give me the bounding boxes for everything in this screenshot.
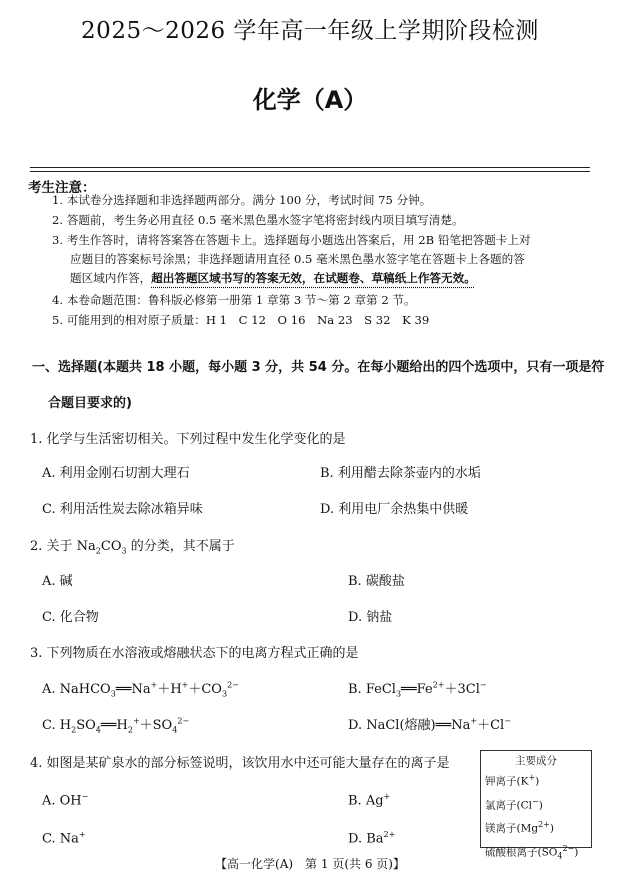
mineral-row-sub: 4 (557, 851, 563, 861)
notice-item-3: 3. 考生作答时，请将答案答在答题卡上。选择题每小题选出答案后，用 2B 铅笔把答题卡上对 (52, 233, 531, 247)
mineral-row-text: 氯离子(Cl (485, 799, 532, 811)
q2-stem-mid: CO (100, 539, 122, 554)
exam-header-title: 2025～2026 学年高一年级上学期阶段检测 (81, 18, 539, 44)
mineral-row-sup: 2− (562, 843, 575, 853)
exam-subject-title: 化学（A） (252, 86, 368, 114)
notice-item-5: 5. 可能用到的相对原子质量：H 1 C 12 O 16 Na 23 S 32 K 39 (52, 313, 430, 327)
q4-c-sup: + (78, 830, 86, 839)
notice-item-4: 4. 本卷命题范围：鲁科版必修第一册第 1 章第 3 节～第 2 章第 2 节。 (52, 293, 416, 307)
question-1-option-b: B. 利用醋去除茶壶内的水垢 (320, 466, 481, 481)
top-rule (30, 167, 590, 168)
question-3-option-a: A. $NaHCO_3══Na^++H^++CO_3^{2-}$ (42, 680, 239, 699)
notice-item-3-cont: 应题目的答案标号涂黑；非选择题请用直径 0.5 毫米黑色墨水签字笔在答题卡上各题的答 (70, 252, 525, 266)
q2-stem-pre: 2. 关于 Na (30, 539, 96, 554)
notice-item-3-end-plain: 题区域内作答， (70, 271, 152, 285)
question-2-option-d: D. 钠盐 (348, 610, 393, 625)
q4-a-sup: − (81, 792, 89, 801)
q4-c-text: C. Na (42, 831, 79, 847)
question-1-option-d: D. 利用电厂余热集中供暖 (320, 502, 469, 517)
question-1-stem: 1. 化学与生活密切相关。下列过程中发生化学变化的是 (30, 432, 346, 447)
mineral-label-box (480, 750, 592, 861)
mineral-row-text: 硫酸根离子(SO (485, 846, 558, 858)
question-3-option-d: D. NaCl(熔融)══Na+＋Cl− (348, 716, 511, 733)
question-1-option-a: A. 利用金刚石切割大理石 (42, 466, 190, 481)
question-3-option-c: C. $H_2SO_4══H_2^++SO_4^{2-}$ (42, 716, 190, 735)
question-1-option-c: C. 利用活性炭去除冰箱异味 (42, 502, 203, 517)
question-3-option-b: B. $FeCl_3══Fe^{2+}+3Cl^-$ (348, 680, 487, 699)
q4-d-sup: 2+ (383, 830, 396, 839)
q4-a-text: A. OH (42, 793, 82, 809)
question-2-option-c: C. 化合物 (42, 610, 99, 625)
mineral-row-text: 镁离子(Mg (485, 822, 539, 835)
q2-stem-sub2: 3 (121, 546, 127, 556)
mineral-row-sup: + (528, 773, 536, 782)
q4-b-sup: + (383, 792, 391, 801)
notice-warning-emphasis: 超出答题区域书写的答案无效，在试题卷、草稿纸上作答无效。 (151, 271, 476, 285)
question-3-stem: 3. 下列物质在水溶液或熔融状态下的电离方程式正确的是 (30, 646, 359, 661)
mineral-row (481, 768, 591, 792)
mineral-row-close: ) (574, 846, 579, 858)
question-2-option-b: B. 碳酸盐 (348, 574, 405, 589)
mineral-row-close: ) (538, 799, 543, 811)
notice-title: 考生注意： (28, 180, 96, 196)
mineral-label-title: 主要成分 (515, 755, 557, 767)
mineral-row-sup: 2+ (538, 820, 550, 829)
q4-d-text: D. Ba (348, 831, 384, 847)
section-title-line2: 合题目要求的) (48, 396, 132, 411)
q4-b-text: B. Ag (348, 793, 384, 809)
mineral-row-close: ) (549, 822, 554, 835)
mineral-row-sup: − (532, 796, 539, 806)
q2-stem-sub1: 2 (95, 546, 101, 556)
question-4-option-d (348, 830, 395, 846)
q2-stem-post: 的分类，其不属于 (126, 539, 235, 554)
mineral-row-close: ) (535, 775, 540, 788)
question-2-option-a: A. 碱 (42, 574, 73, 589)
top-rule-2 (30, 171, 590, 172)
question-4-stem: 4. 如图是某矿泉水的部分标签说明，该饮用水中还可能大量存在的离子是 (30, 756, 450, 771)
section-title-line1: 一、选择题(本题共 18 小题，每小题 3 分，共 54 分。在每小题给出的四个选项中，只有一项是符 (32, 360, 605, 375)
mineral-row (481, 815, 591, 839)
notice-item-3-end (70, 270, 476, 287)
question-4-option-c (42, 830, 86, 846)
notice-item-2: 2. 答题前，考生务必用直径 0.5 毫米黑色墨水签字笔将密封线内项目填写清楚。 (52, 213, 464, 227)
page-footer: 【高一化学(A) 第 1 页(共 6 页)】 (215, 857, 405, 871)
question-4-option-a (42, 792, 88, 808)
mineral-row-text: 钾离子(K (485, 775, 529, 788)
mineral-row (481, 792, 591, 816)
question-4-option-b (348, 792, 390, 808)
notice-item-1: 1. 本试卷分选择题和非选择题两部分。满分 100 分，考试时间 75 分钟。 (52, 193, 432, 207)
question-2-stem (30, 535, 235, 556)
